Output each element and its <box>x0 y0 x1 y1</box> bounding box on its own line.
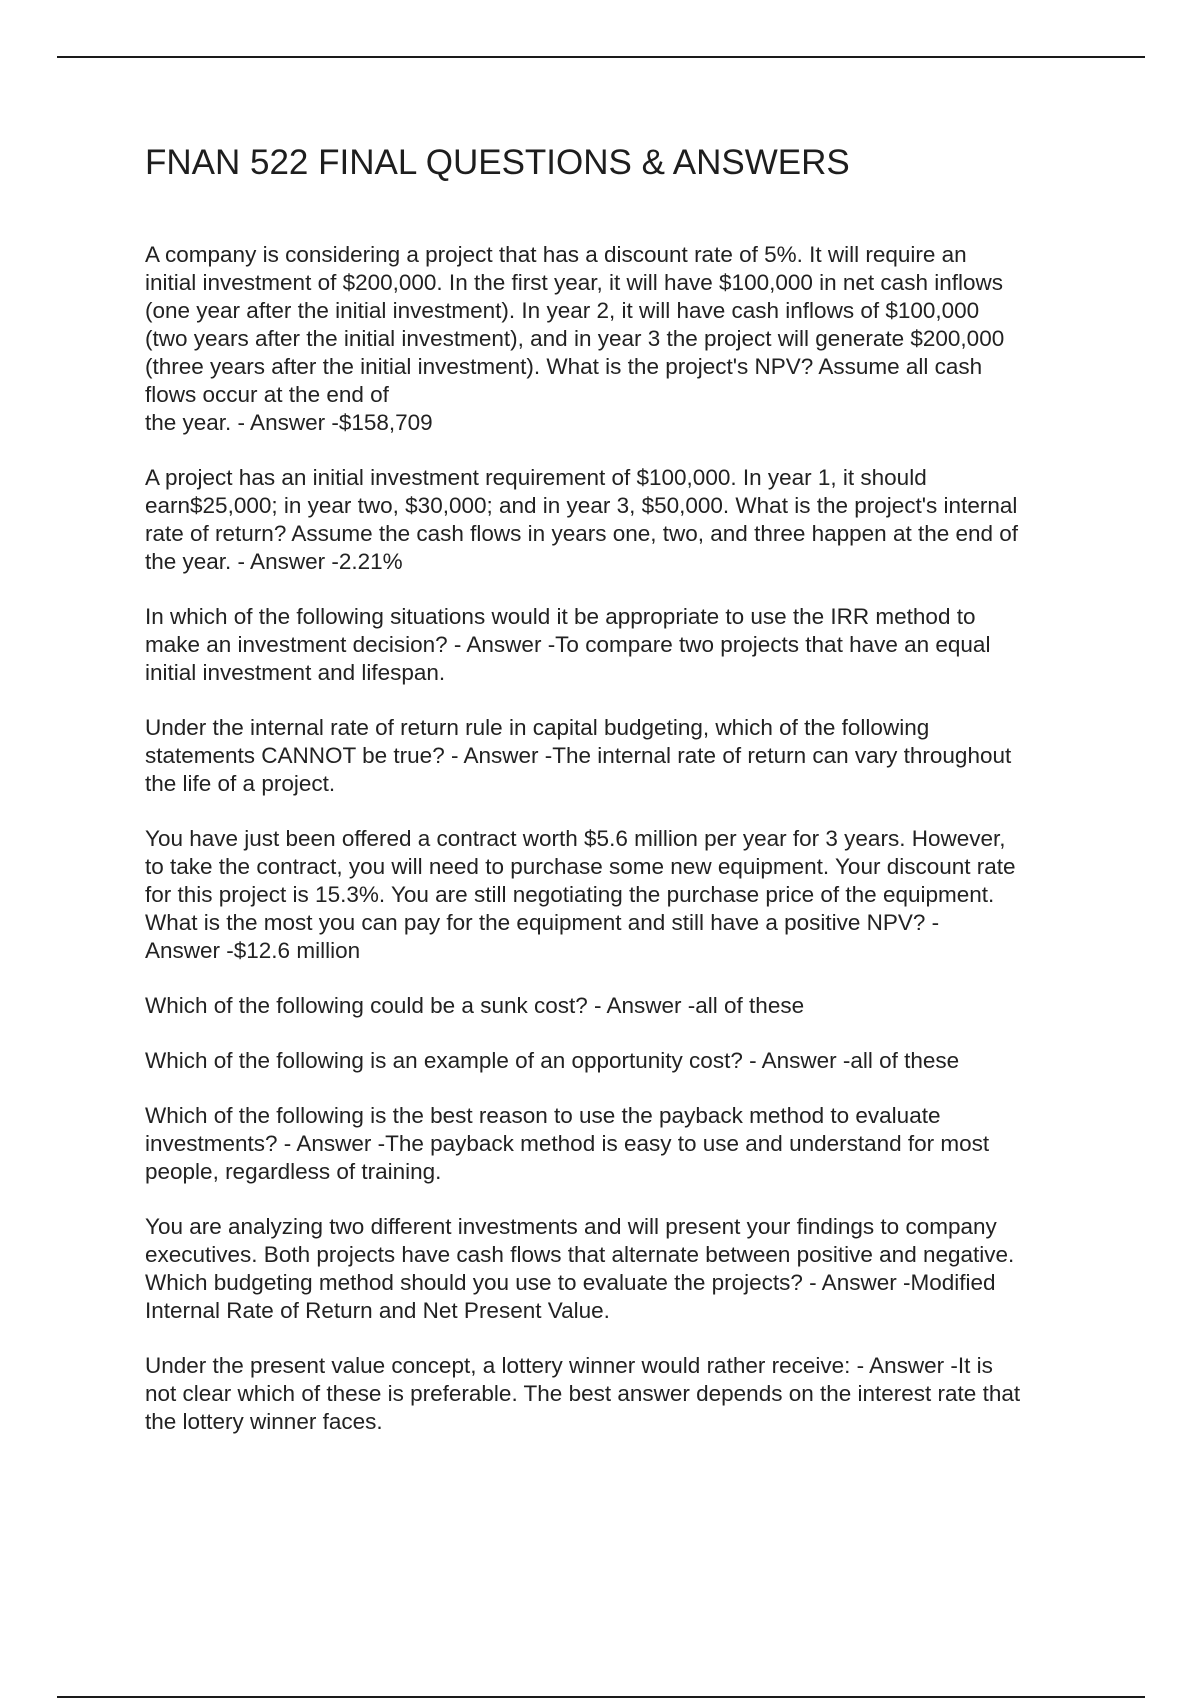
qa-line: Which of the following is an example of an opportunity cost? - Answer -all of these <box>145 1048 960 1073</box>
qa-line: Under the present value concept, a lottery winner would rather receive: - Answer -It is <box>145 1353 993 1378</box>
qa-line: (three years after the initial investment). What is the project's NPV? Assume all cash <box>145 354 983 379</box>
qa-line: What is the most you can pay for the equipment and still have a positive NPV? - <box>145 910 940 935</box>
qa-line: A project has an initial investment requirement of $100,000. In year 1, it should <box>145 465 927 490</box>
qa-line: Which budgeting method should you use to evaluate the projects? - Answer -Modified <box>145 1270 996 1295</box>
qa-line: investments? - Answer -The payback method is easy to use and understand for most <box>145 1131 990 1156</box>
qa-line: the lottery winner faces. <box>145 1409 383 1434</box>
qa-line: initial investment of $200,000. In the first year, it will have $100,000 in net cash inflows <box>145 270 1003 295</box>
qa-line: Which of the following could be a sunk cost? - Answer -all of these <box>145 993 805 1018</box>
qa-line: A company is considering a project that has a discount rate of 5%. It will require an <box>145 242 967 267</box>
qa-item-7 <box>145 1047 1095 1075</box>
qa-line: the year. - Answer -2.21% <box>145 549 403 574</box>
qa-line: Which of the following is the best reason to use the payback method to evaluate <box>145 1103 941 1128</box>
qa-line: rate of return? Assume the cash flows in years one, two, and three happen at the end of <box>145 521 1019 546</box>
qa-line: In which of the following situations would it be appropriate to use the IRR method to <box>145 604 976 629</box>
qa-item-5 <box>145 825 1095 965</box>
qa-item-3 <box>145 603 1095 687</box>
qa-line: Under the internal rate of return rule in capital budgeting, which of the following <box>145 715 930 740</box>
qa-item-2 <box>145 464 1095 576</box>
qa-line: (one year after the initial investment). In year 2, it will have cash inflows of $100,000 <box>145 298 980 323</box>
qa-line: for this project is 15.3%. You are still negotiating the purchase price of the equipment. <box>145 882 995 907</box>
document-title: FNAN 522 FINAL QUESTIONS & ANSWERS <box>145 143 850 182</box>
qa-line: not clear which of these is preferable. The best answer depends on the interest rate that <box>145 1381 1021 1406</box>
top-rule <box>57 56 1145 58</box>
qa-line: statements CANNOT be true? - Answer -The internal rate of return can vary throughout <box>145 743 1012 768</box>
qa-item-10 <box>145 1352 1095 1436</box>
qa-line: make an investment decision? - Answer -To compare two projects that have an equal <box>145 632 991 657</box>
qa-line: people, regardless of training. <box>145 1159 442 1184</box>
qa-line: Internal Rate of Return and Net Present Value. <box>145 1298 610 1323</box>
qa-item-4 <box>145 714 1095 798</box>
qa-line: You are analyzing two different investments and will present your findings to company <box>145 1214 997 1239</box>
qa-line: You have just been offered a contract worth $5.6 million per year for 3 years. However, <box>145 826 1006 851</box>
qa-item-6 <box>145 992 1095 1020</box>
qa-line: (two years after the initial investment), and in year 3 the project will generate $200,000 <box>145 326 1005 351</box>
qa-line: flows occur at the end of <box>145 382 389 407</box>
bottom-rule <box>57 1696 1145 1698</box>
qa-item-8 <box>145 1102 1095 1186</box>
qa-line: initial investment and lifespan. <box>145 660 446 685</box>
qa-line: the year. - Answer -$158,709 <box>145 410 433 435</box>
qa-line: earn$25,000; in year two, $30,000; and in year 3, $50,000. What is the project's internal <box>145 493 1018 518</box>
qa-item-1 <box>145 241 1095 437</box>
qa-list <box>145 241 1095 1463</box>
qa-line: Answer -$12.6 million <box>145 938 361 963</box>
qa-line: executives. Both projects have cash flows that alternate between positive and negative. <box>145 1242 1015 1267</box>
qa-line: the life of a project. <box>145 771 336 796</box>
qa-item-9 <box>145 1213 1095 1325</box>
qa-line: to take the contract, you will need to purchase some new equipment. Your discount rate <box>145 854 1016 879</box>
